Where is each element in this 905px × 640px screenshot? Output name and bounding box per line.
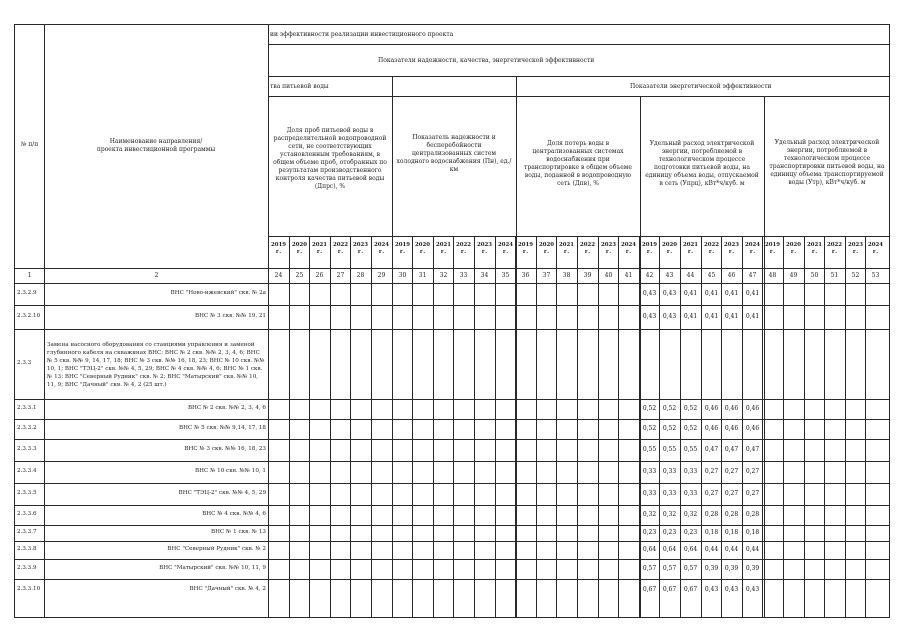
energy-value-cell: 0,41: [724, 290, 739, 297]
row-name: ВНС № 4 скв. №№ 4, 6: [202, 511, 266, 517]
energy-value-cell: 0,46: [704, 405, 719, 412]
energy-value-cell: 0,41: [745, 290, 760, 297]
col-number: 37: [542, 272, 551, 279]
header-line-1: [268, 44, 890, 45]
col-header-num: № п/п: [20, 141, 39, 148]
row-number: 2.3.3.5: [17, 490, 37, 496]
year-label: 2024 г.: [497, 242, 513, 255]
year-label: 2021 г.: [558, 242, 574, 255]
year-label: 2019 г.: [394, 242, 410, 255]
row-number: 2.3.3.9: [17, 565, 37, 571]
divider-num-col: [44, 24, 45, 618]
energy-value-cell: 0,46: [745, 405, 760, 412]
energy-value-cell: 0,39: [745, 565, 760, 572]
energy-value-cell: 0,39: [704, 565, 719, 572]
row-divider: [14, 525, 890, 526]
row-number: 2.3.3.10: [17, 585, 41, 592]
energy-value-cell: 0,47: [724, 446, 739, 453]
energy-value-cell: 0,33: [662, 468, 677, 475]
year-label: 2021 г.: [682, 242, 698, 255]
col-number: 52: [851, 272, 860, 279]
energy-value-cell: 0,28: [704, 511, 719, 518]
energy-value-cell: 0,33: [683, 468, 698, 475]
energy-value-cell: 0,64: [642, 546, 657, 553]
col-number: 48: [768, 272, 777, 279]
energy-value-cell: 0,64: [683, 546, 698, 553]
row-divider: [14, 483, 890, 484]
energy-value-cell: 0,41: [724, 313, 739, 320]
row-name: ВНС "Ново-ижевский" скв. № 2а: [170, 290, 266, 296]
energy-value-cell: 0,27: [724, 490, 739, 497]
year-label: 2020 г.: [414, 242, 430, 255]
col-number: 50: [810, 272, 819, 279]
row-name: ВНС № 2 скв. №№ 2, 3, 4, 6: [187, 405, 266, 411]
year-label: 2022 г.: [579, 242, 595, 255]
year-label: 2022 г.: [332, 242, 348, 255]
col-number: 27: [336, 272, 345, 279]
row-number: 2.3.3.2: [17, 425, 37, 431]
row-divider: [14, 579, 890, 580]
table-border-bottom: [14, 617, 890, 618]
col-number: 28: [356, 272, 365, 279]
energy-value-cell: 0,52: [683, 425, 698, 432]
col-number: 32: [439, 272, 448, 279]
row-name: ВНС № 3 скв. №№ 19, 21: [195, 313, 266, 319]
col-number: 38: [562, 272, 571, 279]
energy-value-cell: 0,41: [683, 313, 698, 320]
energy-value-cell: 0,33: [642, 468, 657, 475]
col-header-name: Наименование направления/ проекта инвестиционной программы: [96, 138, 216, 153]
energy-value-cell: 0,47: [704, 446, 719, 453]
row-name: ВНС "Северный Рудник" скв. № 2: [167, 546, 266, 552]
energy-value-cell: 0,52: [642, 405, 657, 412]
row-divider: [14, 559, 890, 560]
year-label: 2024 г.: [744, 242, 760, 255]
energy-value-cell: 0,67: [662, 585, 677, 593]
col-number: 42: [645, 272, 654, 279]
row-number: 2.3.3: [17, 360, 32, 366]
energy-value-cell: 0,55: [642, 446, 657, 453]
row-name: ВНС "ТЭЦ-2" скв. №№ 4, 5, 29: [178, 490, 266, 496]
indicator-5-header: Удельный расход электрической энергии, потребляемой в технологическом процессе транспортировки питьевой воды, на единицу объема транспортируемой воды (Утр), кВт*ч/куб. м: [769, 139, 885, 186]
year-label: 2019 г.: [517, 242, 533, 255]
energy-value-cell: 0,41: [683, 290, 698, 297]
table-border-left: [14, 24, 15, 618]
col-number: 2: [154, 272, 159, 279]
energy-value-cell: 0,46: [724, 425, 739, 432]
col-number: 35: [501, 272, 510, 279]
year-label: 2021 г.: [806, 242, 822, 255]
row-name: Замена насосного оборудования со станциями управления и заменой глубинного кабеля на скважинах ВНС: ВНС № 2 скв. №№ 2, 3, 4, 6; ВНС № 5 скв. №№ 9, 14, 17, 18; ВНС № 3 скв. №№ 16, 18, 23; ВНС № 10 скв. №№ 10, 1; ВНС "ТЭЦ-2" скв. №№ 4, 5, 29; ВНС № 4 скв. №№ 4, 6; ВНС № 1 скв. № 13; ВНС "Северный Рудник" скв. № 2; ВНС "Матырский" скв. №№ 10, 11, 9; ВНС "Дачный" скв. № 4, 2 (25 шт.): [47, 342, 265, 388]
energy-value-cell: 0,46: [704, 425, 719, 432]
year-label: 2024 г.: [373, 242, 389, 255]
energy-value-cell: 0,52: [642, 425, 657, 432]
energy-value-cell: 0,41: [745, 313, 760, 320]
energy-value-cell: 0,43: [745, 585, 760, 593]
year-label: 2023 г.: [723, 242, 739, 255]
energy-value-cell: 0,23: [683, 529, 698, 536]
energy-value-cell: 0,67: [683, 585, 698, 593]
energy-value-cell: 0,33: [662, 490, 677, 497]
energy-value-cell: 0,44: [745, 546, 760, 553]
row-name: ВНС "Матырский" скв. №№ 10, 11, 9: [159, 565, 266, 571]
table-border-right: [889, 24, 890, 618]
energy-value-cell: 0,46: [724, 405, 739, 412]
energy-value-cell: 0,27: [704, 468, 719, 475]
row-number: 2.3.3.1: [17, 405, 37, 411]
energy-value-cell: 0,28: [745, 511, 760, 518]
row-divider: [14, 439, 890, 440]
energy-value-cell: 0,52: [662, 425, 677, 432]
col-number: 31: [418, 272, 427, 279]
year-label: 2020 г.: [661, 242, 677, 255]
section-title: ии эффективности реализации инвестиционного проекта: [270, 31, 454, 38]
row-number: 2.3.3.7: [17, 529, 37, 535]
row-divider: [14, 399, 890, 400]
group-divider-2: [516, 76, 517, 618]
energy-value-cell: 0,55: [662, 446, 677, 453]
energy-value-cell: 0,28: [724, 511, 739, 518]
water-quality-group-title: тва питьевой воды: [270, 83, 329, 90]
col-number: 24: [274, 272, 283, 279]
col-number: 47: [748, 272, 757, 279]
energy-value-cell: 0,43: [642, 313, 657, 320]
row-number: 2.3.2.9: [17, 290, 37, 296]
col-number: 25: [295, 272, 304, 279]
energy-value-cell: 0,52: [683, 405, 698, 412]
indicators-title: Показатели надежности, качества, энергетической эффективности: [378, 57, 595, 64]
energy-value-cell: 0,33: [642, 490, 657, 497]
energy-value-cell: 0,52: [662, 405, 677, 412]
row-divider: [14, 305, 890, 306]
col-number: 29: [377, 272, 386, 279]
energy-value-cell: 0,57: [642, 565, 657, 572]
energy-value-cell: 0,43: [704, 585, 719, 593]
year-label: 2024 г.: [620, 242, 636, 255]
col-number: 39: [583, 272, 592, 279]
energy-value-cell: 0,43: [662, 290, 677, 297]
energy-value-cell: 0,23: [662, 529, 677, 536]
row-divider: [14, 329, 890, 330]
row-number: 2.3.2.10: [17, 313, 41, 319]
energy-value-cell: 0,47: [745, 446, 760, 453]
year-label: 2019 г.: [270, 242, 286, 255]
table-border-top: [14, 24, 890, 25]
row-number: 2.3.3.8: [17, 546, 37, 552]
col-number: 34: [480, 272, 489, 279]
col-number: 36: [521, 272, 530, 279]
col-number: 45: [707, 272, 716, 279]
energy-value-cell: 0,18: [704, 529, 719, 536]
col-number: 41: [624, 272, 633, 279]
energy-value-cell: 0,57: [662, 565, 677, 572]
energy-value-cell: 0,18: [745, 529, 760, 536]
year-label: 2024 г.: [867, 242, 883, 255]
year-label: 2019 г.: [641, 242, 657, 255]
row-name: ВНС № 10 скв. №№ 10, 1: [195, 468, 266, 474]
row-number: 2.3.3.6: [17, 511, 37, 517]
energy-group-title: Показатели энергетической эффективности: [630, 83, 772, 90]
energy-value-cell: 0,43: [662, 313, 677, 320]
energy-value-cell: 0,46: [745, 425, 760, 432]
col-number: 44: [686, 272, 695, 279]
row-name: ВНС № 1 скв. № 13: [211, 529, 266, 535]
indicator-3-header: Доля потерь воды в централизованных системах водоснабжения при транспортировке в общем объеме воды, поданной в водопроводную сеть (Дпв), %: [524, 140, 632, 187]
col-number: 30: [398, 272, 407, 279]
year-label: 2021 г.: [435, 242, 451, 255]
energy-value-cell: 0,67: [642, 585, 657, 593]
energy-value-cell: 0,27: [724, 468, 739, 475]
energy-value-cell: 0,41: [704, 313, 719, 320]
col-number: 51: [830, 272, 839, 279]
row-divider: [14, 541, 890, 542]
row-name: ВНС № 5 скв. №№ 9,14, 17, 18: [179, 425, 266, 431]
year-label: 2022 г.: [826, 242, 842, 255]
energy-value-cell: 0,44: [724, 546, 739, 553]
row-number: 2.3.3.3: [17, 446, 37, 452]
col-number: 26: [315, 272, 324, 279]
indicator-1-header: Доля проб питьевой воды в распределительной водопроводной сети, не соответствующих установленным требованиям, в общем объеме проб, отобранных по результатам производственного контроля качества питьевой воды (Дпрс), %: [273, 127, 387, 190]
energy-value-cell: 0,41: [704, 290, 719, 297]
year-label: 2023 г.: [600, 242, 616, 255]
indicator-4-header: Удельный расход электрической энергии, потребляемой в технологическом процессе подготовки питьевой воды, на единицу объема воды, отпускаемой в сеть (Упрц), кВт*ч/куб. м: [645, 140, 759, 187]
row-name: ВНС "Дачный" скв. № 4, 2: [189, 585, 266, 592]
energy-value-cell: 0,32: [683, 511, 698, 518]
energy-value-cell: 0,43: [724, 585, 739, 593]
energy-value-cell: 0,27: [745, 490, 760, 497]
year-label: 2019 г.: [764, 242, 780, 255]
year-label: 2023 г.: [476, 242, 492, 255]
group-divider-4: [764, 96, 765, 618]
header-line-colnums: [14, 268, 890, 269]
year-label: 2022 г.: [455, 242, 471, 255]
col-number: 46: [727, 272, 736, 279]
row-name: ВНС № 3 скв. №№ 16, 18, 23: [184, 446, 266, 452]
energy-value-cell: 0,32: [642, 511, 657, 518]
energy-value-cell: 0,43: [642, 290, 657, 297]
col-number: 1: [27, 272, 32, 279]
year-label: 2021 г.: [311, 242, 327, 255]
energy-value-cell: 0,57: [683, 565, 698, 572]
indicator-2-header: Показатель надежности и бесперебойности централизованных систем холодного водоснабжения (Пн), ед./км: [396, 134, 512, 173]
row-divider: [14, 461, 890, 462]
energy-value-cell: 0,18: [724, 529, 739, 536]
year-label: 2020 г.: [291, 242, 307, 255]
energy-value-cell: 0,27: [704, 490, 719, 497]
energy-value-cell: 0,27: [745, 468, 760, 475]
row-number: 2.3.3.4: [17, 468, 37, 474]
col-number: 49: [789, 272, 798, 279]
col-number: 33: [459, 272, 468, 279]
header-line-2: [268, 76, 890, 77]
energy-value-cell: 0,39: [724, 565, 739, 572]
col-number: 40: [604, 272, 613, 279]
energy-value-cell: 0,33: [683, 490, 698, 497]
group-divider-3: [640, 96, 641, 618]
year-label: 2023 г.: [352, 242, 368, 255]
year-label: 2020 г.: [785, 242, 801, 255]
row-divider: [14, 419, 890, 420]
row-divider: [14, 505, 890, 506]
year-label: 2023 г.: [847, 242, 863, 255]
col-number: 43: [665, 272, 674, 279]
year-label: 2020 г.: [538, 242, 554, 255]
year-label: 2022 г.: [703, 242, 719, 255]
header-line-colnums-bottom: [14, 283, 890, 284]
energy-value-cell: 0,64: [662, 546, 677, 553]
energy-value-cell: 0,55: [683, 446, 698, 453]
energy-value-cell: 0,32: [662, 511, 677, 518]
energy-value-cell: 0,23: [642, 529, 657, 536]
col-number: 53: [871, 272, 880, 279]
energy-value-cell: 0,44: [704, 546, 719, 553]
header-line-3: [268, 96, 890, 97]
divider-name-col: [268, 24, 269, 618]
header-line-years: [268, 236, 890, 237]
